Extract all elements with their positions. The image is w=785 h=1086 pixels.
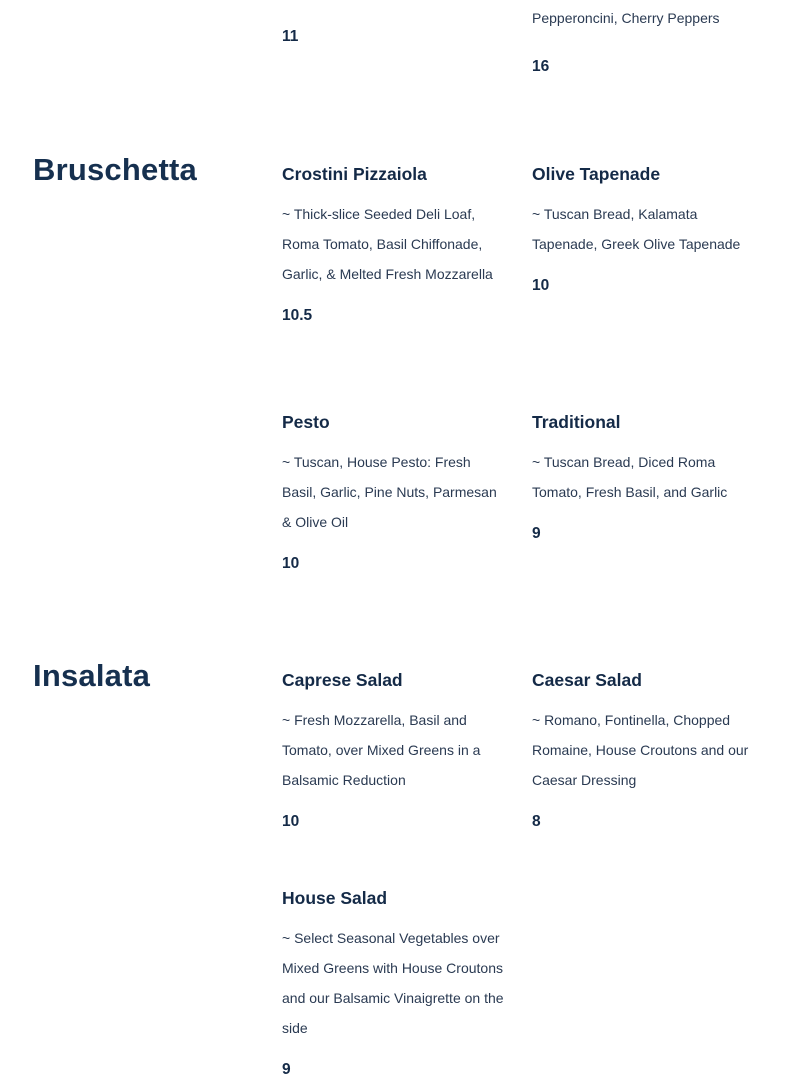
- menu-item-price: 11: [282, 28, 299, 45]
- menu-item: [532, 672, 754, 830]
- menu-item: [282, 890, 504, 1078]
- menu-item: [282, 166, 504, 324]
- menu-item-name: Traditional: [532, 412, 621, 432]
- menu-item-description: ~ Thick-slice Seeded Deli Loaf, Roma Tomato, Basil Chiffonade, Garlic, & Melted Fresh Mozzarella: [282, 206, 493, 282]
- menu-item-description: ~ Romano, Fontinella, Chopped Romaine, House Croutons and our Caesar Dressing: [532, 712, 749, 788]
- menu-item-description: ~ Tuscan Bread, Diced Roma Tomato, Fresh Basil, and Garlic: [532, 454, 728, 500]
- section-title-bruschetta: Bruschetta: [33, 152, 197, 187]
- menu-item-description: ~ Select Seasonal Vegetables over Mixed Greens with House Croutons and our Balsamic Vinaigrette on the side: [282, 930, 504, 1036]
- menu-item-price: 10.5: [282, 307, 313, 324]
- menu-item-name: Caprese Salad: [282, 670, 403, 690]
- menu-item-name: Caesar Salad: [532, 670, 642, 690]
- menu-item-name: Olive Tapenade: [532, 164, 661, 184]
- menu-item: [532, 414, 754, 542]
- menu-item: [532, 166, 754, 294]
- menu-item-description: ~ Tuscan Bread, Kalamata Tapenade, Greek Olive Tapenade: [532, 206, 741, 252]
- menu-item-description: Pepperoncini, Cherry Peppers: [532, 10, 720, 26]
- menu-item-name: House Salad: [282, 888, 388, 908]
- menu-item-price: 16: [532, 58, 550, 75]
- menu-item-price: 9: [532, 525, 541, 542]
- menu-item-description: ~ Fresh Mozzarella, Basil and Tomato, over Mixed Greens in a Balsamic Reduction: [282, 712, 481, 788]
- menu-item-name: Crostini Pizzaiola: [282, 164, 427, 184]
- menu-item: [282, 414, 504, 572]
- menu-item: [282, 672, 504, 830]
- section-title-insalata: Insalata: [33, 658, 151, 693]
- menu-item-description: ~ Tuscan, House Pesto: Fresh Basil, Garlic, Pine Nuts, Parmesan & Olive Oil: [282, 454, 497, 530]
- menu-item-price: 9: [282, 1061, 291, 1078]
- menu-item-price: 10: [282, 813, 300, 830]
- menu-item-price: 10: [532, 277, 550, 294]
- menu-item-name: Pesto: [282, 412, 330, 432]
- menu-item-price: 10: [282, 555, 300, 572]
- menu-item-price: 8: [532, 813, 541, 830]
